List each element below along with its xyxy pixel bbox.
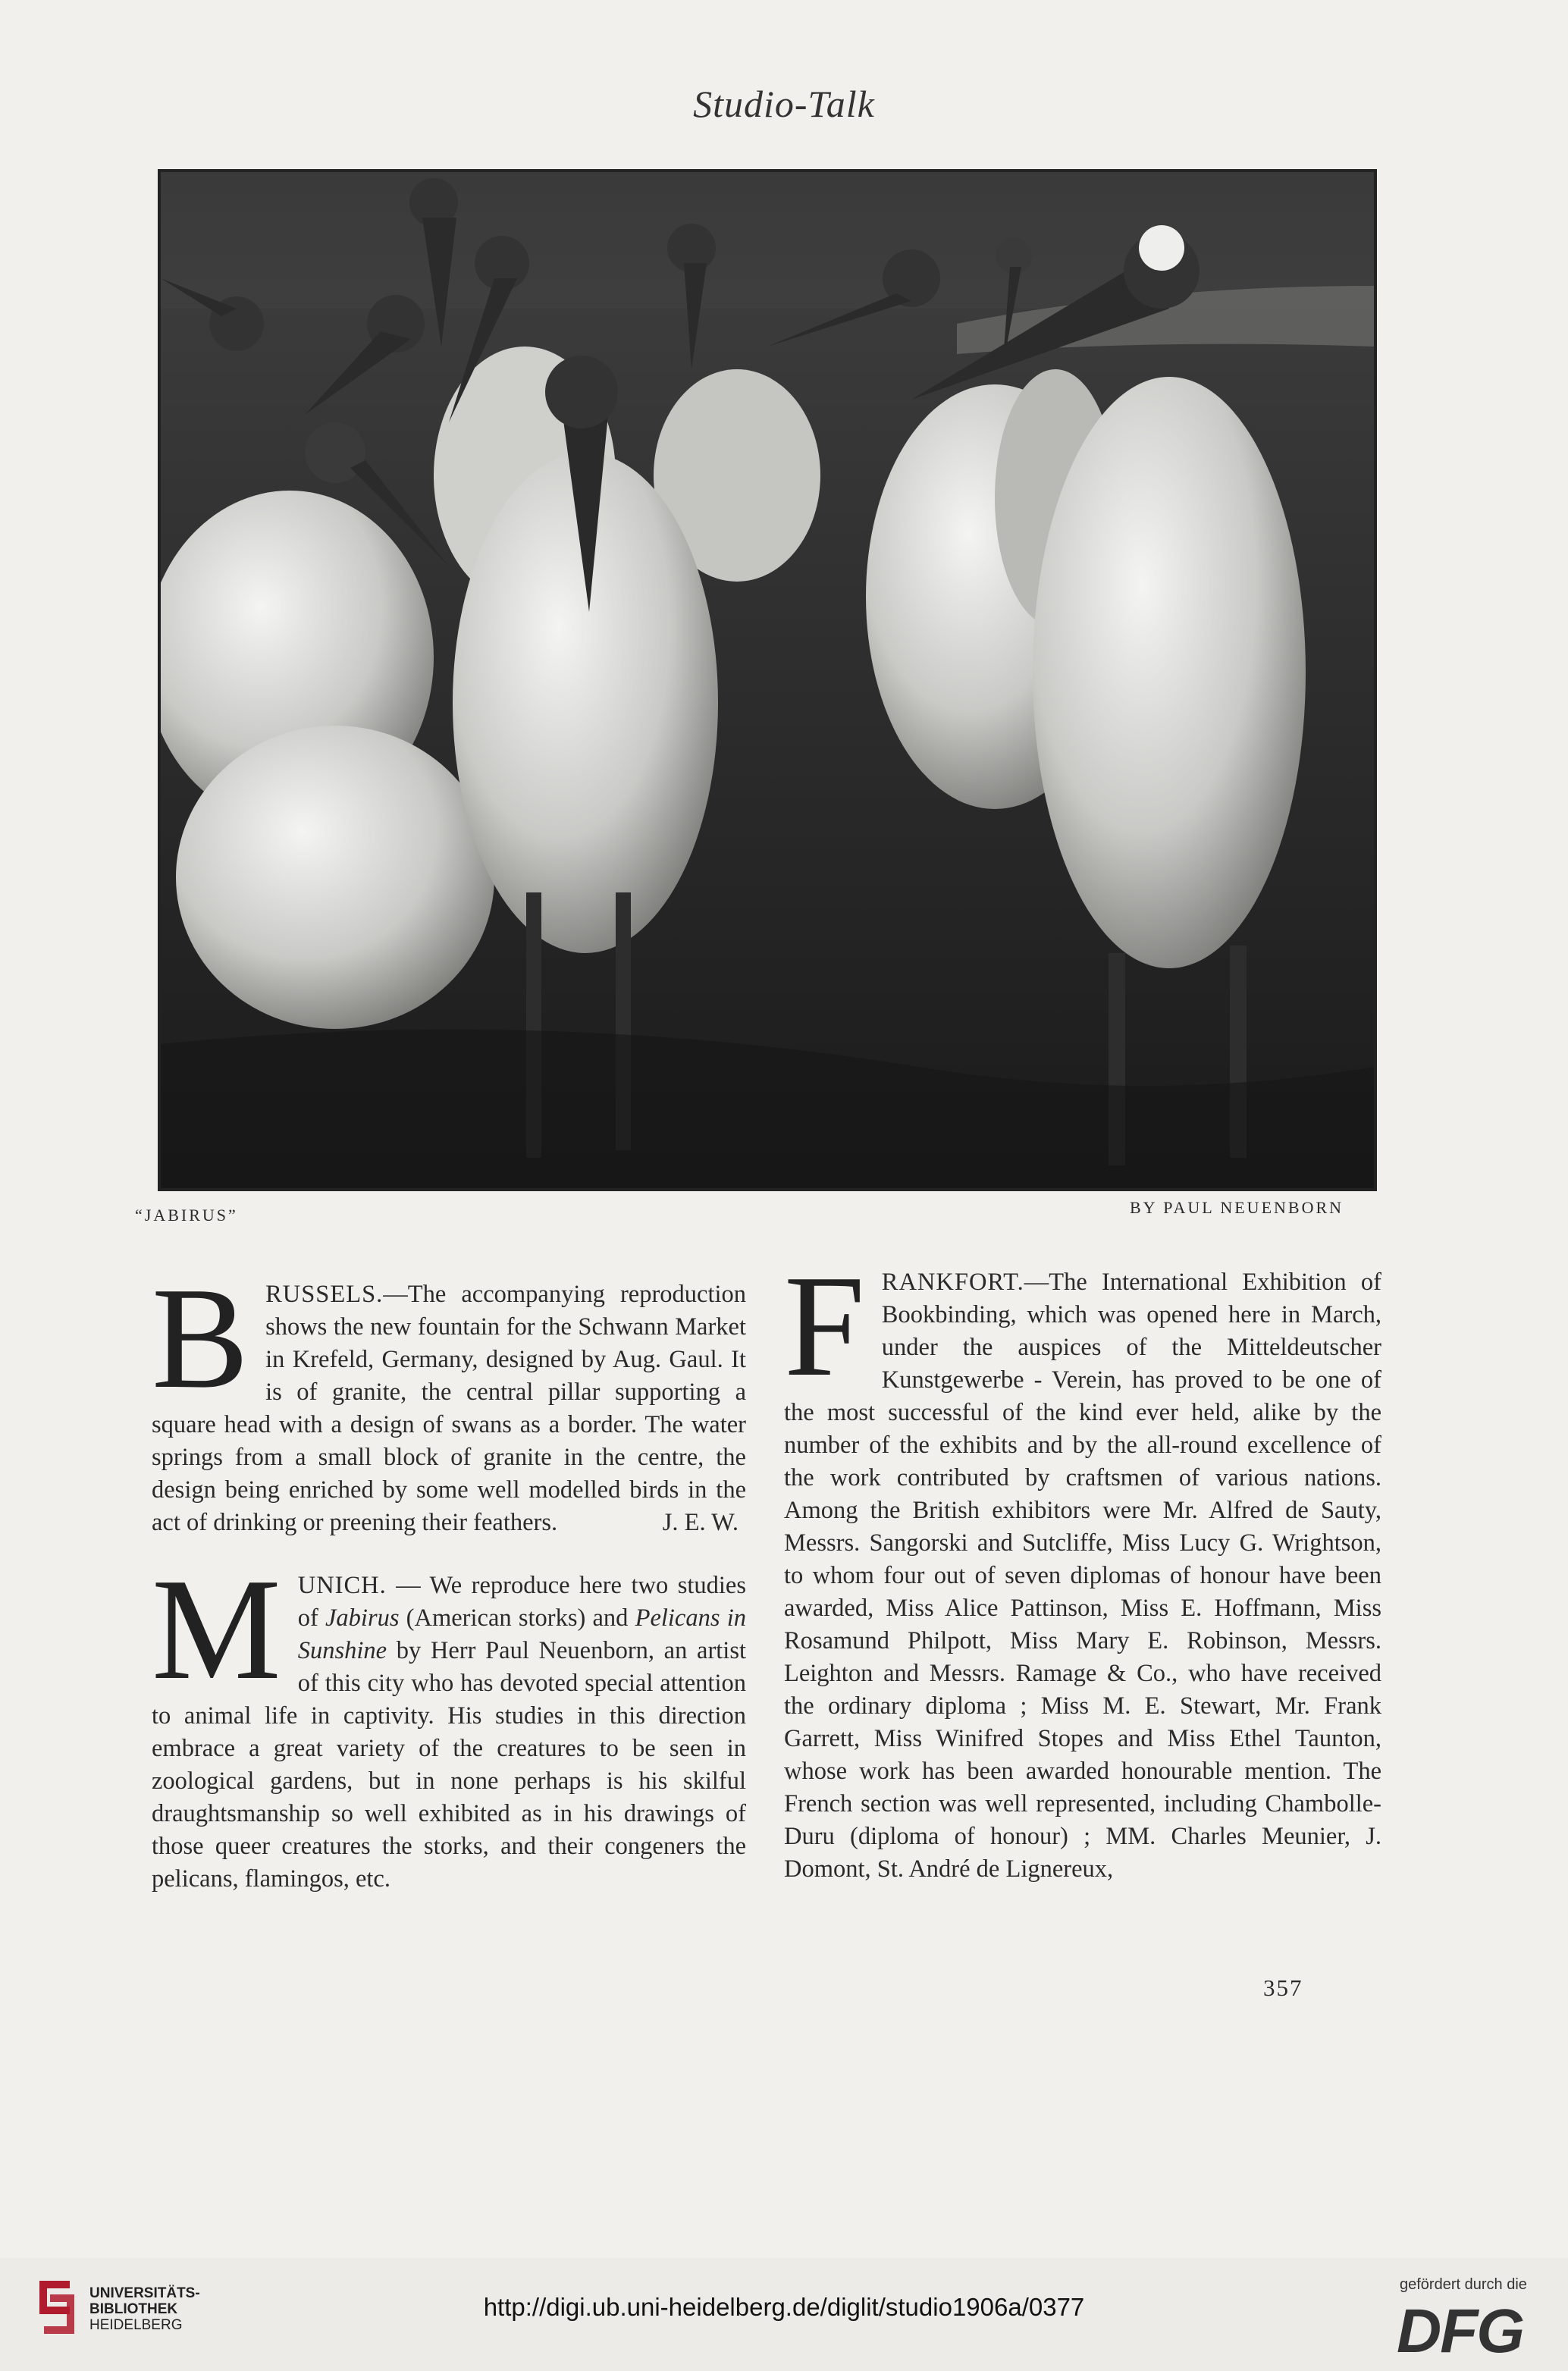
dropcap-m: M	[152, 1548, 281, 1710]
library-name-line2: BIBLIOTHEK	[89, 2301, 178, 2317]
munich-text-1: — We reproduce here two studies of	[297, 1572, 746, 1632]
brussels-text: —The accompanying reproduction shows the new fountain for the Schwann Market in Krefeld, Germany, designed by Aug. Gaul. It is of granite, the central pillar supporting a square head with a design of swans as a border. The water springs from a small block of granite in the centre, the design being enriched by some well modelled birds in the act of drinking or preening their feathers.	[152, 1281, 746, 1536]
frankfort-text: —The International Exhibition of Bookbinding, which was opened here in March, under the auspices of the Mitteldeutscher Kunstgewerbe - Verein, has proved to be one of the most successful of the kind ever held, alike by the number of the exhibits and by the all-round excellence of the work contributed by craftsmen of various nations. Among the British exhibitors were Mr. Alfred de Sauty, Messrs. Sangorski and Sutcliffe, Miss Lucy G. Wrightson, to whom four out of seven diplomas of honour have been awarded, Miss Alice Pattinson, Miss E. Hoffmann, Miss Rosamund Philpott, Miss Mary E. Robinson, Messrs. Leighton and Messrs. Ramage & Co., who have received the ordinary diploma ; Miss M. E. Stewart, Mr. Frank Garrett, Miss Winifred Stopes and Miss Ethel Taunton, whose work has been awarded honourable mention. The French section was well represented, including Chambolle-Duru (diploma of honour) ; MM. Charles Meunier, J. Domont, St. André de Lignereux,	[784, 1269, 1381, 1883]
library-name-line3: HEIDELBERG	[89, 2317, 183, 2333]
dropcap-f: F	[784, 1245, 865, 1407]
permalink-url[interactable]: http://digi.ub.uni-heidelberg.de/diglit/studio1906a/0377	[483, 2293, 1085, 2321]
page-number: 357	[1263, 1974, 1303, 2001]
brussels-paragraph	[152, 1257, 746, 1539]
right-column	[784, 1245, 1381, 1886]
illustration-caption-title: “JABIRUS”	[135, 1206, 238, 1225]
left-column	[152, 1257, 746, 1896]
funder-label: gefördert durch die	[1400, 2276, 1527, 2293]
munich-italic-jabirus: Jabirus	[325, 1604, 400, 1632]
running-head: Studio-Talk	[693, 83, 875, 125]
brussels-signature: J. E. W.	[662, 1509, 739, 1536]
dfg-logo: DFG	[1397, 2297, 1524, 2366]
munich-italic-pelicans: Pelicans in Sunshine	[297, 1604, 746, 1664]
frankfort-lead: RANKFORT.	[881, 1269, 1024, 1296]
viewer-footer	[0, 2258, 1568, 2371]
dropcap-b: B	[152, 1257, 249, 1419]
jabirus-illustration	[158, 169, 1377, 1191]
munich-text-3: by Herr Paul Neuenborn, an artist of this city who has devoted special attention to animal life in captivity. His studies in this direction embrace a great variety of the creatures to be seen in zoological gardens, but in none perhaps is his skilful draughtsmanship so well exhibited as in his drawings of those queer creatures the storks, and their congeners the pelicans, flamingos, etc.	[152, 1637, 746, 1893]
frankfort-paragraph	[784, 1245, 1381, 1886]
munich-text-2: (American storks) and	[399, 1604, 635, 1632]
brussels-lead: RUSSELS.	[265, 1281, 384, 1308]
munich-paragraph	[152, 1548, 746, 1896]
illustration-caption-credit: BY PAUL NEUENBORN	[1130, 1198, 1344, 1217]
library-name-line1: UNIVERSITÄTS-	[89, 2285, 200, 2301]
munich-lead: UNICH.	[297, 1572, 387, 1599]
